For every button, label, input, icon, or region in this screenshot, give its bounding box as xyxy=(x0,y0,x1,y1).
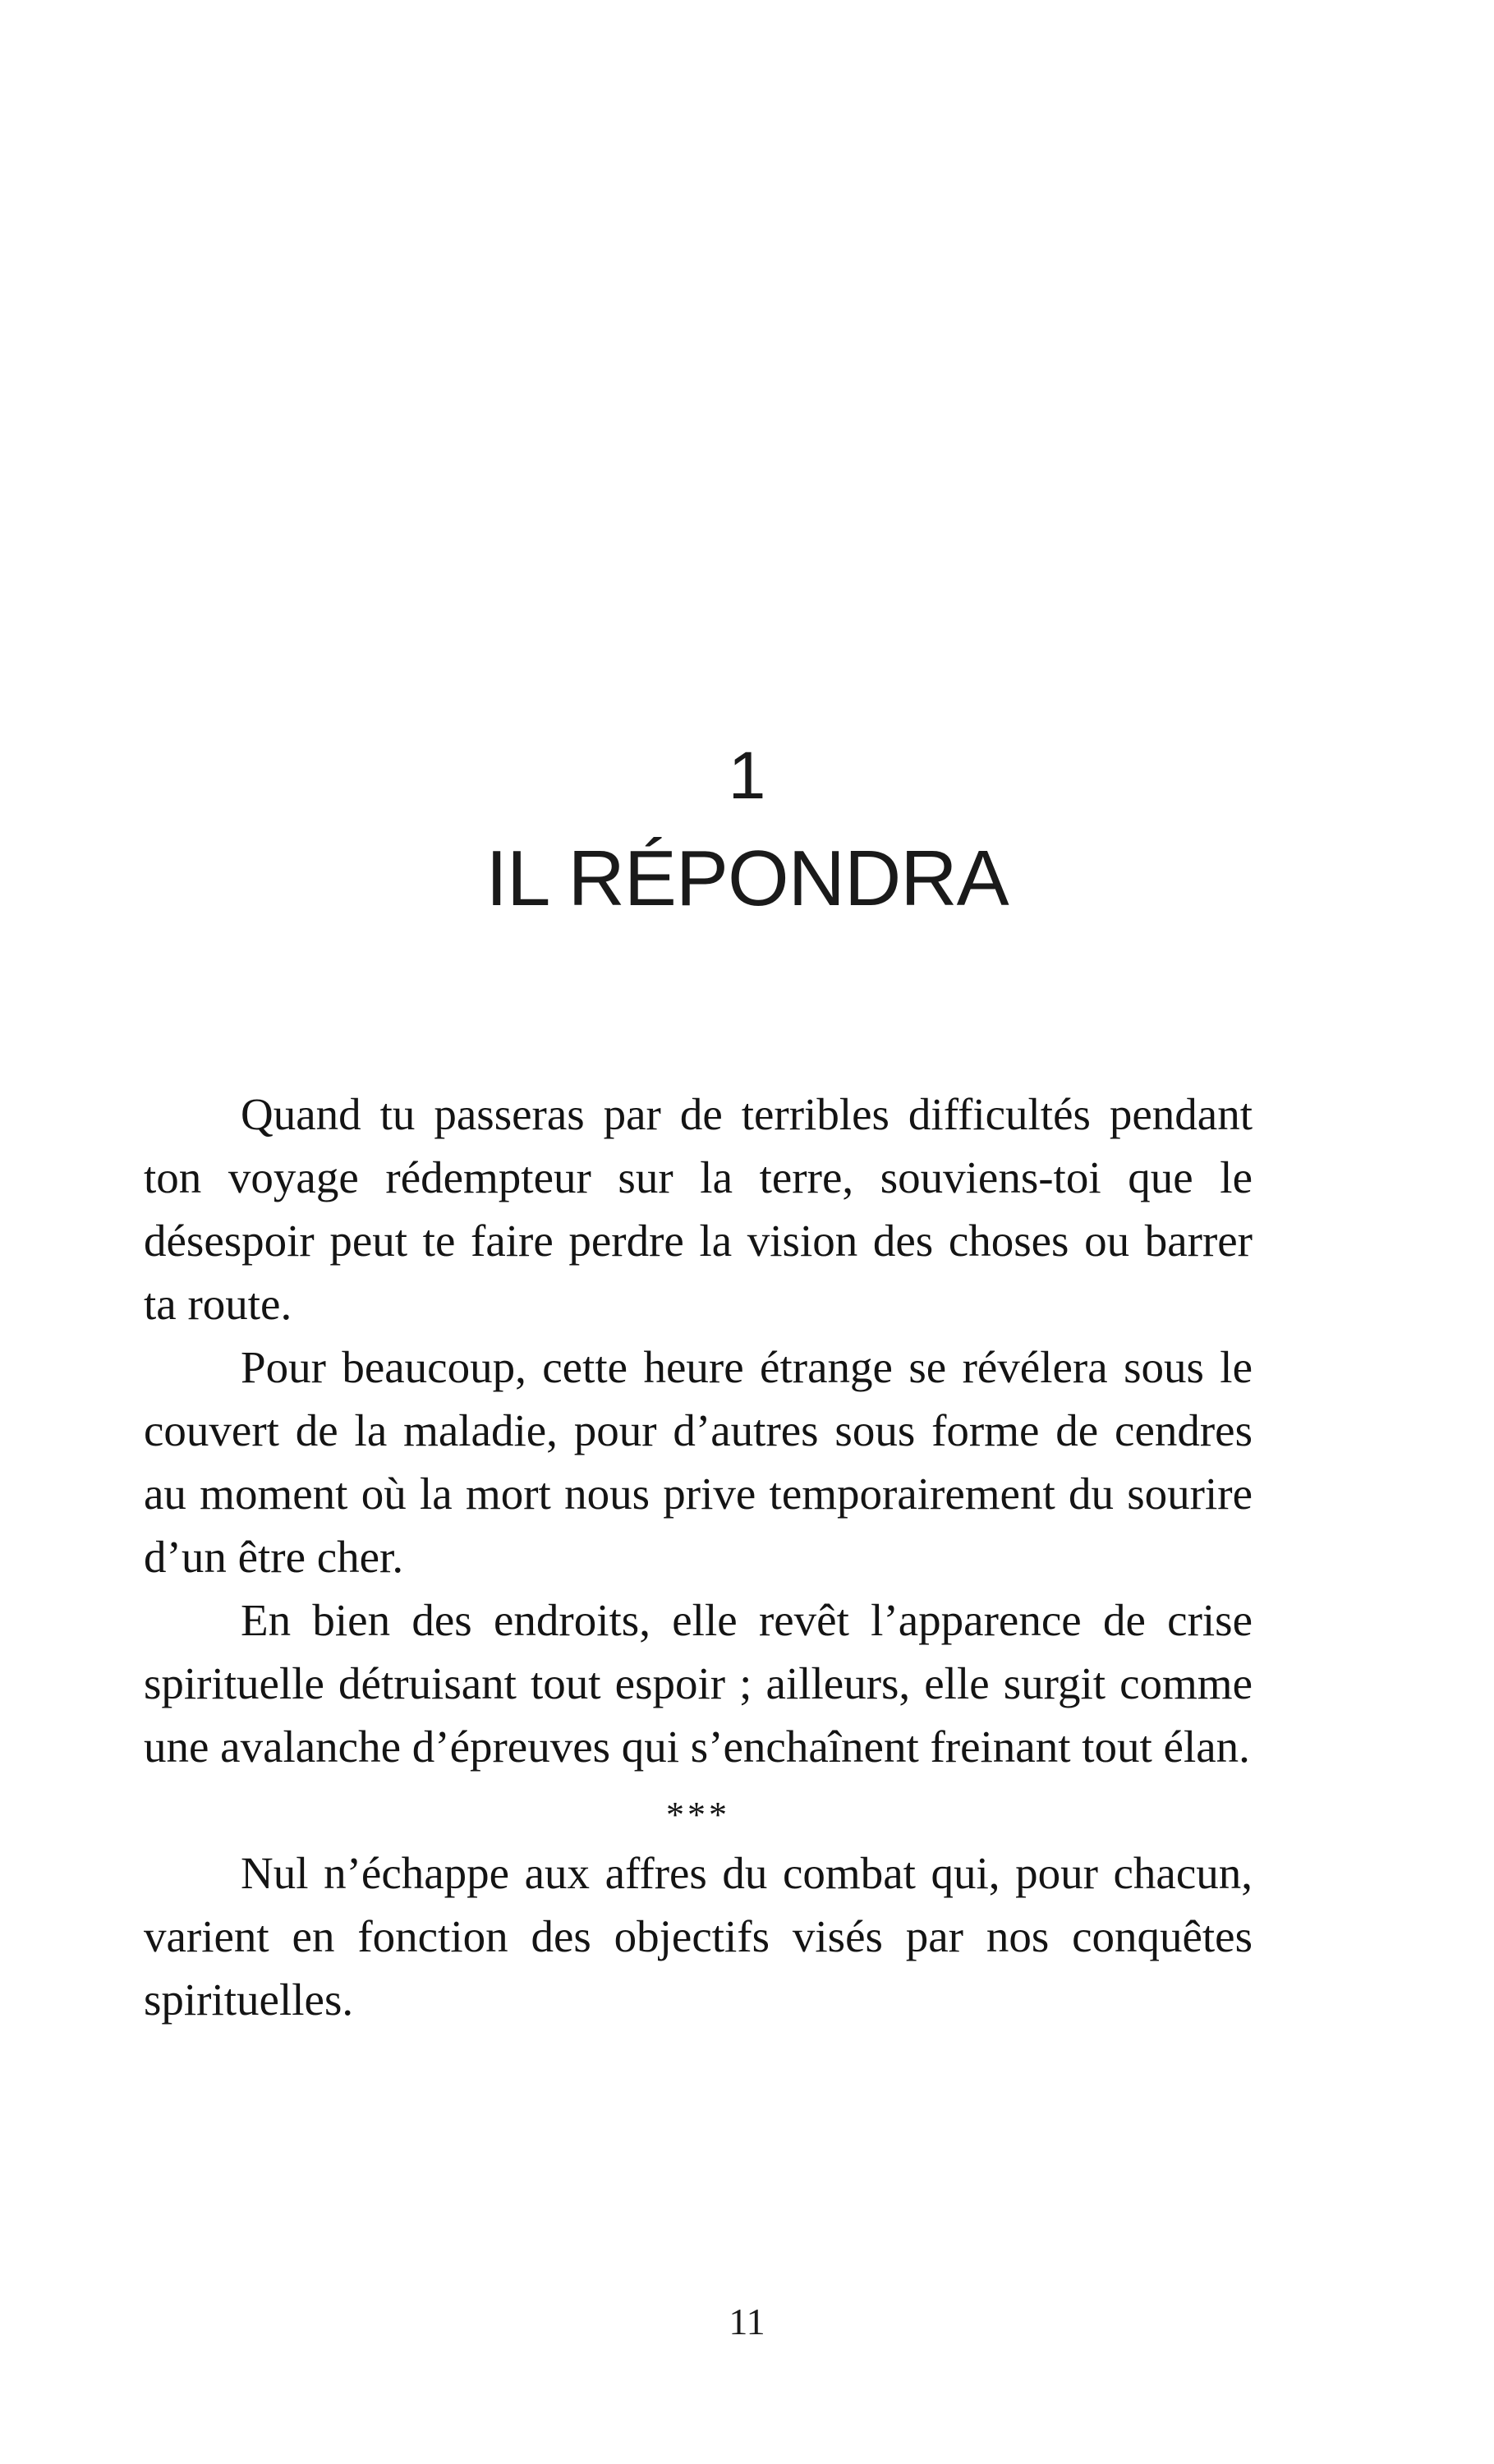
section-separator: *** xyxy=(666,1795,730,1835)
paragraph: En bien des endroits, elle revêt l’apparence de crise spirituelle détruisant tout espoir ; ailleurs, elle surgit comme une avalanche d’épreuves qui s’enchaînent freinant tout élan. xyxy=(144,1595,1253,1772)
page-number: 11 xyxy=(729,2301,765,2342)
paragraph: Nul n’échappe aux affres du combat qui, pour chacun, varient en fonction des objectifs visés par nos conquêtes spirituelles. xyxy=(144,1848,1253,2025)
chapter-title: IL RÉPONDRA xyxy=(485,834,1009,922)
chapter-number: 1 xyxy=(728,738,766,813)
body-text xyxy=(144,1083,1253,2031)
paragraph: Pour beaucoup, cette heure étrange se révélera sous le couvert de la maladie, pour d’autres sous forme de cendres au moment où la mort nous prive temporairement du sourire d’un être cher. xyxy=(144,1342,1253,1582)
paragraph: Quand tu passeras par de terribles difficultés pendant ton voyage rédempteur sur la terre, souviens-toi que le désespoir peut te faire perdre la vision des choses ou barrer ta route. xyxy=(144,1089,1253,1329)
